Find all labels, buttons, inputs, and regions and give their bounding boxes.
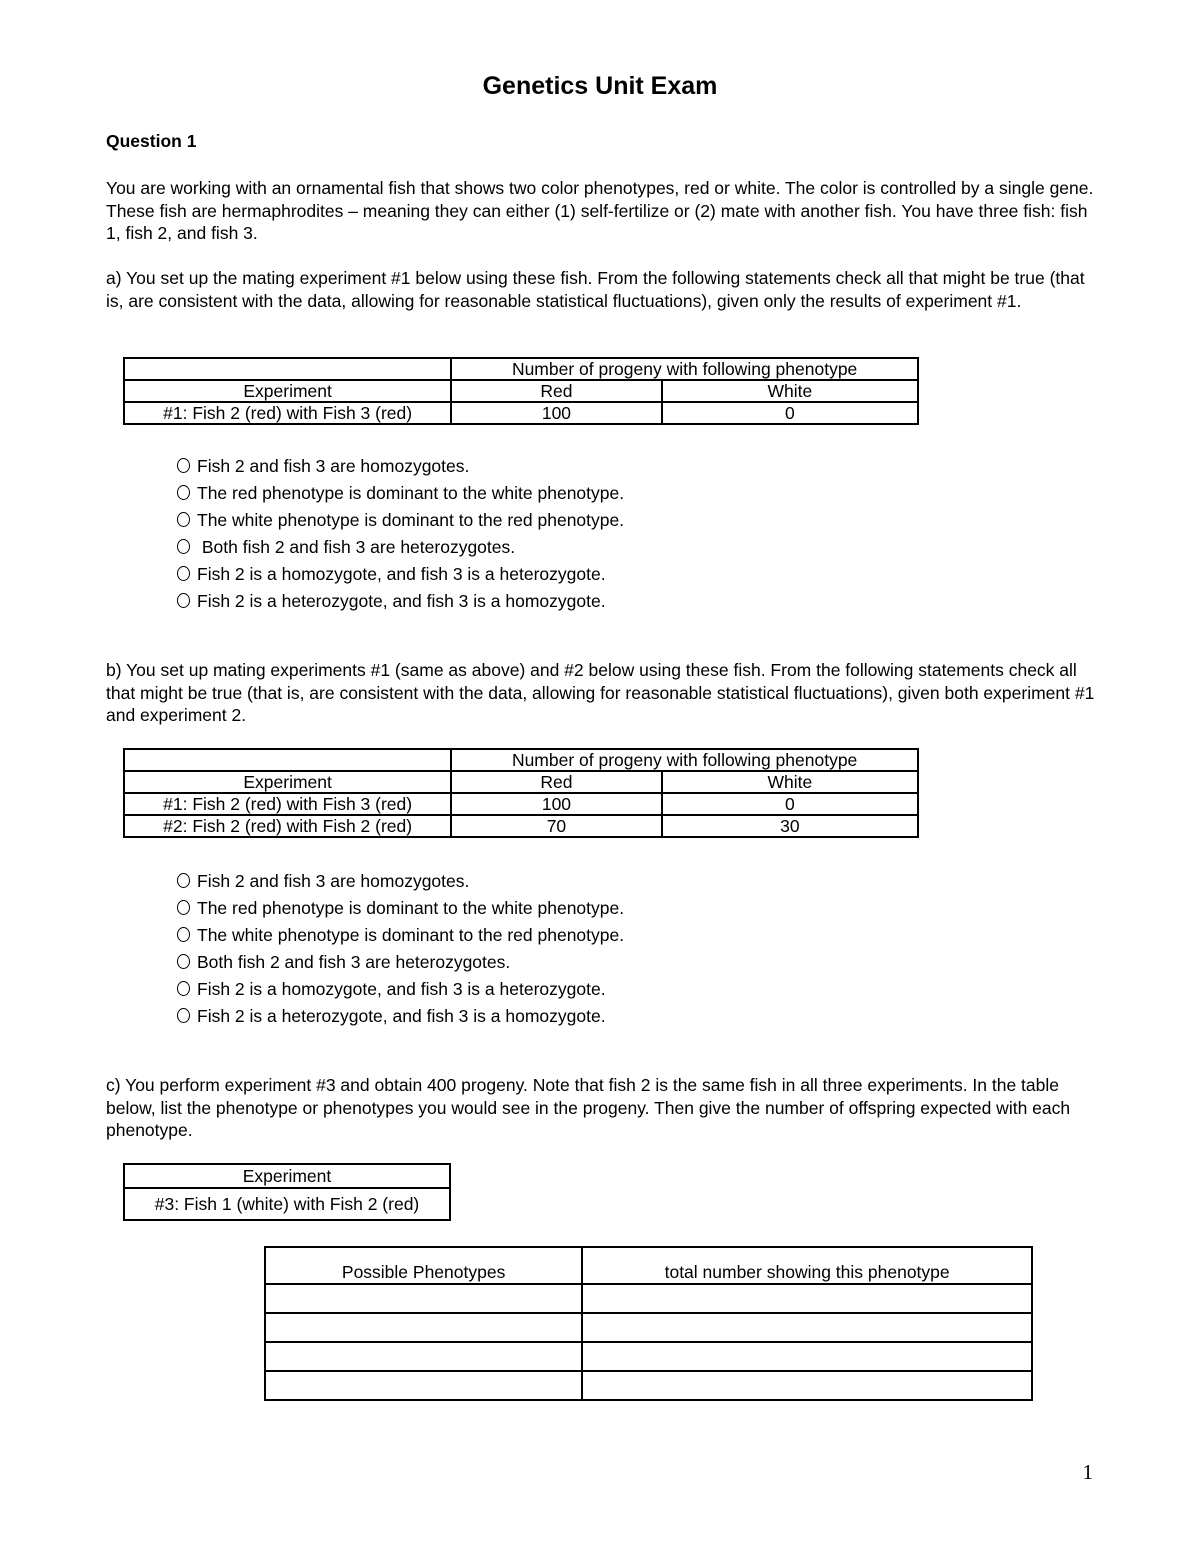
radio-circle-icon[interactable] bbox=[177, 458, 190, 473]
red-count-cell: 100 bbox=[451, 402, 661, 424]
option-item[interactable] bbox=[177, 480, 624, 507]
col-header-white: White bbox=[662, 771, 918, 793]
option-label: The white phenotype is dominant to the red phenotype. bbox=[197, 925, 625, 945]
group-header: Number of progeny with following phenotype bbox=[451, 358, 918, 380]
experiment-table-c bbox=[123, 1163, 451, 1221]
radio-circle-icon[interactable] bbox=[177, 512, 190, 527]
option-label: The white phenotype is dominant to the red phenotype. bbox=[197, 510, 625, 530]
radio-circle-icon[interactable] bbox=[177, 927, 190, 942]
white-count-cell: 0 bbox=[662, 402, 918, 424]
table-cell-empty bbox=[124, 358, 451, 380]
answer-row bbox=[265, 1313, 1032, 1342]
option-label: Fish 2 is a heterozygote, and fish 3 is a homozygote. bbox=[197, 591, 606, 611]
option-label: Both fish 2 and fish 3 are heterozygotes. bbox=[197, 952, 511, 972]
question-heading: Question 1 bbox=[106, 131, 197, 151]
option-item[interactable] bbox=[177, 949, 624, 976]
radio-circle-icon[interactable] bbox=[177, 873, 190, 888]
page-title: Genetics Unit Exam bbox=[482, 72, 718, 100]
option-item[interactable] bbox=[177, 453, 624, 480]
option-item[interactable] bbox=[177, 534, 624, 561]
table-row bbox=[124, 1188, 450, 1220]
col-header-experiment: Experiment bbox=[124, 380, 451, 402]
col-header-red: Red bbox=[451, 771, 661, 793]
option-item[interactable] bbox=[177, 561, 624, 588]
option-label: Fish 2 is a homozygote, and fish 3 is a heterozygote. bbox=[197, 564, 606, 584]
radio-circle-icon[interactable] bbox=[177, 485, 190, 500]
radio-circle-icon[interactable] bbox=[177, 954, 190, 969]
phenotype-input-cell[interactable] bbox=[265, 1284, 582, 1313]
phenotype-input-cell[interactable] bbox=[265, 1371, 582, 1400]
experiment-cell: #3: Fish 1 (white) with Fish 2 (red) bbox=[124, 1188, 450, 1220]
white-count-cell: 0 bbox=[662, 793, 918, 815]
total-input-cell[interactable] bbox=[582, 1313, 1032, 1342]
option-label: Fish 2 is a heterozygote, and fish 3 is a homozygote. bbox=[197, 1006, 606, 1026]
option-label: The red phenotype is dominant to the white phenotype. bbox=[197, 483, 625, 503]
total-input-cell[interactable] bbox=[582, 1371, 1032, 1400]
option-label: Fish 2 is a homozygote, and fish 3 is a heterozygote. bbox=[197, 979, 606, 999]
option-label: Fish 2 and fish 3 are homozygotes. bbox=[197, 871, 470, 891]
col-header-experiment: Experiment bbox=[124, 1164, 450, 1188]
option-label: Fish 2 and fish 3 are homozygotes. bbox=[197, 456, 470, 476]
table-cell-empty bbox=[124, 749, 451, 771]
experiment-cell: #2: Fish 2 (red) with Fish 2 (red) bbox=[124, 815, 451, 837]
answer-row bbox=[265, 1371, 1032, 1400]
total-input-cell[interactable] bbox=[582, 1342, 1032, 1371]
option-item[interactable] bbox=[177, 976, 624, 1003]
answer-row bbox=[265, 1284, 1032, 1313]
table-row bbox=[124, 402, 918, 424]
group-header: Number of progeny with following phenotype bbox=[451, 749, 918, 771]
phenotype-input-cell[interactable] bbox=[265, 1313, 582, 1342]
option-item[interactable] bbox=[177, 868, 624, 895]
experiment-cell: #1: Fish 2 (red) with Fish 3 (red) bbox=[124, 793, 451, 815]
experiment-cell: #1: Fish 2 (red) with Fish 3 (red) bbox=[124, 402, 451, 424]
intro-paragraph: You are working with an ornamental fish that shows two color phenotypes, red or white. The color is controlled by a single gene. These fish are hermaphrodites – meaning they can either (1) self-fertilize or (2) mate with another fish. You have three fish: fish 1, fish 2, and fish 3. bbox=[106, 178, 1094, 244]
radio-circle-icon[interactable] bbox=[177, 593, 190, 608]
radio-circle-icon[interactable] bbox=[177, 566, 190, 581]
radio-circle-icon[interactable] bbox=[177, 1008, 190, 1023]
option-item[interactable] bbox=[177, 922, 624, 949]
part-a-prompt: a) You set up the mating experiment #1 below using these fish. From the following statements check all that might be true (that is, are consistent with the data, allowing for reasonable statistical fluctuations), given only the results of experiment #1. bbox=[106, 268, 1085, 311]
part-a-options bbox=[177, 453, 624, 615]
radio-circle-icon[interactable] bbox=[177, 900, 190, 915]
col-header-phenotypes: Possible Phenotypes bbox=[265, 1247, 582, 1284]
answer-row bbox=[265, 1342, 1032, 1371]
phenotype-input-cell[interactable] bbox=[265, 1342, 582, 1371]
total-input-cell[interactable] bbox=[582, 1284, 1032, 1313]
option-item[interactable] bbox=[177, 895, 624, 922]
part-c-prompt: c) You perform experiment #3 and obtain 400 progeny. Note that fish 2 is the same fish in all three experiments. In the table below, list the phenotype or phenotypes you would see in the progeny. Then give the number of offspring expected with each phenotype. bbox=[106, 1075, 1071, 1141]
option-label: The red phenotype is dominant to the white phenotype. bbox=[197, 898, 625, 918]
red-count-cell: 70 bbox=[451, 815, 661, 837]
page-number: 1 bbox=[1082, 1460, 1093, 1484]
red-count-cell: 100 bbox=[451, 793, 661, 815]
table-row bbox=[124, 793, 918, 815]
experiment-table-a bbox=[123, 357, 919, 425]
col-header-total: total number showing this phenotype bbox=[582, 1247, 1032, 1284]
experiment-table-b bbox=[123, 748, 919, 838]
option-item[interactable] bbox=[177, 1003, 624, 1030]
answer-table bbox=[264, 1246, 1033, 1401]
table-row bbox=[124, 815, 918, 837]
col-header-red: Red bbox=[451, 380, 661, 402]
col-header-white: White bbox=[662, 380, 918, 402]
col-header-experiment: Experiment bbox=[124, 771, 451, 793]
white-count-cell: 30 bbox=[662, 815, 918, 837]
option-item[interactable] bbox=[177, 588, 624, 615]
radio-circle-icon[interactable] bbox=[177, 981, 190, 996]
part-b-options bbox=[177, 868, 624, 1030]
part-b-prompt: b) You set up mating experiments #1 (same as above) and #2 below using these fish. From the following statements check all that might be true (that is, are consistent with the data, allowing for reasonable statistical fluctuations), given both experiment #1 and experiment 2. bbox=[106, 660, 1095, 726]
radio-circle-icon[interactable] bbox=[177, 539, 190, 554]
option-label: Both fish 2 and fish 3 are heterozygotes. bbox=[197, 537, 516, 557]
option-item[interactable] bbox=[177, 507, 624, 534]
